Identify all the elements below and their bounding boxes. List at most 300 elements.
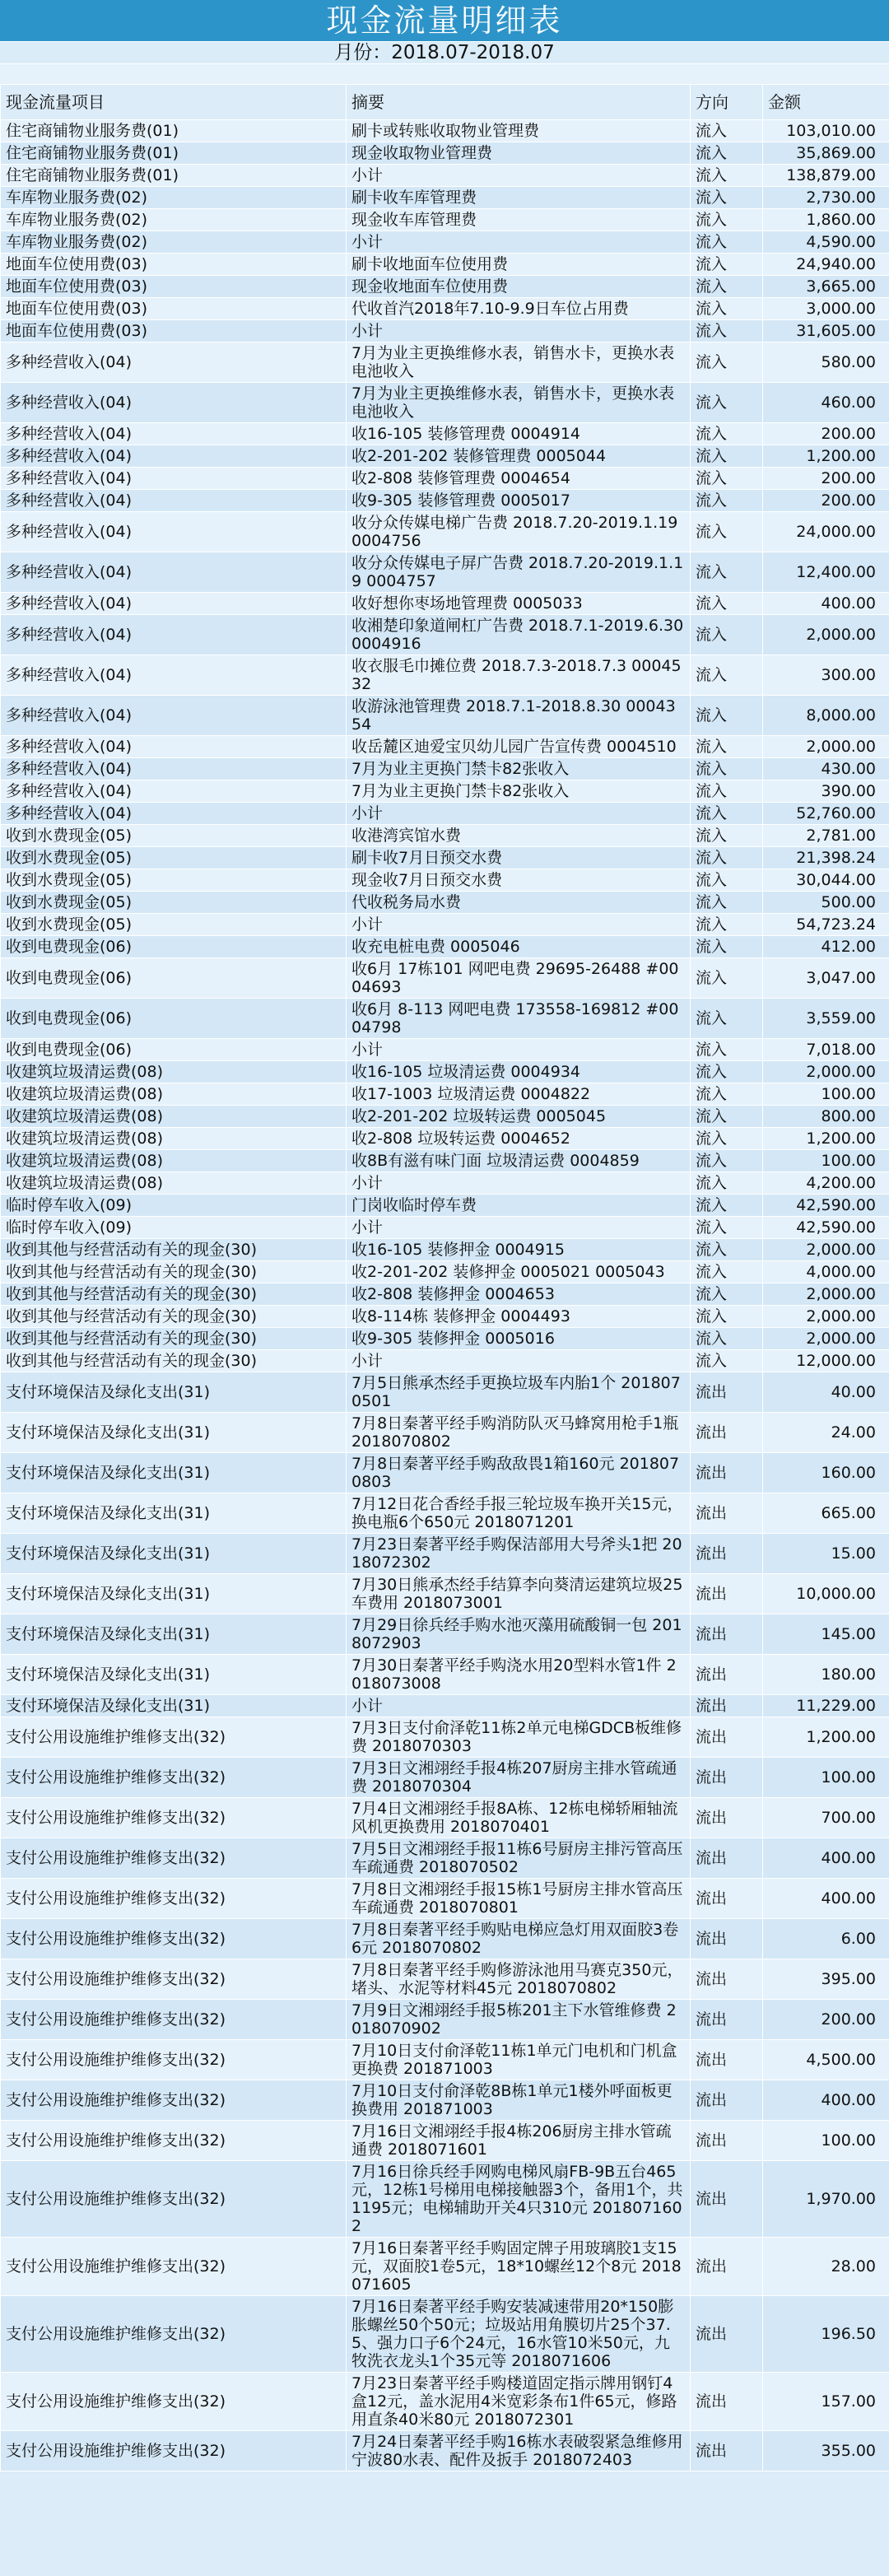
table-row bbox=[1, 914, 889, 936]
cell-direction: 流入 bbox=[691, 187, 763, 209]
table-row bbox=[1, 780, 889, 803]
cell-direction: 流出 bbox=[691, 1959, 763, 2000]
cell-item: 支付公用设施维护维修支出(32) bbox=[1, 2000, 347, 2040]
cell-item: 收到其他与经营活动有关的现金(30) bbox=[1, 1261, 347, 1283]
cell-amount: 200.00 bbox=[763, 2000, 889, 2040]
cell-item: 地面车位使用费(03) bbox=[1, 276, 347, 298]
header-amount: 金额 bbox=[763, 85, 889, 120]
table-row bbox=[1, 1453, 889, 1493]
table-row bbox=[1, 847, 889, 869]
cell-direction: 流入 bbox=[691, 1328, 763, 1350]
cell-direction: 流出 bbox=[691, 1574, 763, 1614]
cell-amount: 24,940.00 bbox=[763, 254, 889, 276]
table-row bbox=[1, 320, 889, 342]
table-row bbox=[1, 142, 889, 165]
cell-direction: 流出 bbox=[691, 1453, 763, 1493]
cell-amount: 42,590.00 bbox=[763, 1195, 889, 1217]
cell-item: 支付环境保洁及绿化支出(31) bbox=[1, 1493, 347, 1534]
table-row bbox=[1, 1655, 889, 1695]
cell-summary: 小计 bbox=[347, 1217, 691, 1239]
cell-item: 地面车位使用费(03) bbox=[1, 254, 347, 276]
cell-direction: 流入 bbox=[691, 1350, 763, 1372]
cell-direction: 流出 bbox=[691, 2373, 763, 2431]
cell-item: 多种经营收入(04) bbox=[1, 552, 347, 593]
cell-amount: 1,970.00 bbox=[763, 2161, 889, 2238]
cell-item: 收到其他与经营活动有关的现金(30) bbox=[1, 1328, 347, 1350]
cell-direction: 流入 bbox=[691, 1239, 763, 1261]
cell-amount: 355.00 bbox=[763, 2431, 889, 2471]
table-row bbox=[1, 1798, 889, 1838]
cell-amount: 400.00 bbox=[763, 1879, 889, 1919]
cell-amount: 2,000.00 bbox=[763, 1061, 889, 1083]
cell-direction: 流入 bbox=[691, 209, 763, 231]
cell-item: 收到水费现金(05) bbox=[1, 914, 347, 936]
cell-item: 收到水费现金(05) bbox=[1, 825, 347, 847]
cell-summary: 收2-808 装修押金 0004653 bbox=[347, 1283, 691, 1306]
cell-amount: 1,200.00 bbox=[763, 1128, 889, 1150]
cell-direction: 流入 bbox=[691, 383, 763, 423]
cell-item: 收建筑垃圾清运费(08) bbox=[1, 1083, 347, 1106]
cell-summary: 7月23日秦著平经手购楼道固定指示牌用钢钉4盒12元，盖水泥用4米宽彩条布1件65元，修路用直条40米80元 2018072301 bbox=[347, 2373, 691, 2431]
table-row bbox=[1, 1534, 889, 1574]
cell-direction: 流出 bbox=[691, 1614, 763, 1655]
cell-item: 支付环境保洁及绿化支出(31) bbox=[1, 1413, 347, 1453]
table-row bbox=[1, 231, 889, 254]
header-item: 现金流量项目 bbox=[1, 85, 347, 120]
cell-direction: 流出 bbox=[691, 2431, 763, 2471]
table-row bbox=[1, 1879, 889, 1919]
cell-amount: 10,000.00 bbox=[763, 1574, 889, 1614]
cell-summary: 7月3日文湘翊经手报4栋207厨房主排水管疏通费 2018070304 bbox=[347, 1758, 691, 1798]
cell-direction: 流入 bbox=[691, 1195, 763, 1217]
cell-item: 收到其他与经营活动有关的现金(30) bbox=[1, 1239, 347, 1261]
cell-amount: 1,860.00 bbox=[763, 209, 889, 231]
table-row bbox=[1, 2040, 889, 2080]
cell-summary: 小计 bbox=[347, 231, 691, 254]
cell-amount: 300.00 bbox=[763, 655, 889, 696]
cell-item: 车库物业服务费(02) bbox=[1, 231, 347, 254]
table-row bbox=[1, 1128, 889, 1150]
cell-amount: 2,000.00 bbox=[763, 736, 889, 758]
cell-summary: 收衣服毛巾摊位费 2018.7.3-2018.7.3 0004532 bbox=[347, 655, 691, 696]
table-row bbox=[1, 490, 889, 512]
cell-item: 车库物业服务费(02) bbox=[1, 187, 347, 209]
cell-amount: 52,760.00 bbox=[763, 803, 889, 825]
cell-item: 多种经营收入(04) bbox=[1, 593, 347, 615]
cell-direction: 流入 bbox=[691, 655, 763, 696]
cell-summary: 7月8日文湘翊经手报15栋1号厨房主排水管高压车疏通费 2018070801 bbox=[347, 1879, 691, 1919]
table-row bbox=[1, 342, 889, 383]
cell-item: 支付环境保洁及绿化支出(31) bbox=[1, 1453, 347, 1493]
table-row bbox=[1, 423, 889, 445]
cell-direction: 流出 bbox=[691, 1919, 763, 1959]
cell-item: 收到电费现金(06) bbox=[1, 958, 347, 999]
cell-summary: 收2-201-202 垃圾转运费 0005045 bbox=[347, 1106, 691, 1128]
cell-summary: 门岗收临时停车费 bbox=[347, 1195, 691, 1217]
table-row bbox=[1, 615, 889, 655]
table-row bbox=[1, 1838, 889, 1879]
cell-direction: 流入 bbox=[691, 780, 763, 803]
cash-flow-table bbox=[0, 84, 889, 2471]
cell-amount: 4,590.00 bbox=[763, 231, 889, 254]
cell-item: 支付环境保洁及绿化支出(31) bbox=[1, 1372, 347, 1413]
table-row bbox=[1, 1493, 889, 1534]
cell-summary: 7月3日支付俞泽乾11栋2单元电梯GDCB板维修费 2018070303 bbox=[347, 1717, 691, 1758]
cell-direction: 流出 bbox=[691, 2161, 763, 2238]
cell-direction: 流出 bbox=[691, 1534, 763, 1574]
cell-summary: 7月30日秦著平经手购浇水用20型料水管1件 2018073008 bbox=[347, 1655, 691, 1695]
cell-summary: 小计 bbox=[347, 1350, 691, 1372]
cell-summary: 收2-201-202 装修押金 0005021 0005043 bbox=[347, 1261, 691, 1283]
cell-item: 多种经营收入(04) bbox=[1, 655, 347, 696]
cell-direction: 流入 bbox=[691, 1172, 763, 1195]
cell-amount: 54,723.24 bbox=[763, 914, 889, 936]
cell-direction: 流入 bbox=[691, 936, 763, 958]
cell-item: 支付环境保洁及绿化支出(31) bbox=[1, 1655, 347, 1695]
cell-amount: 430.00 bbox=[763, 758, 889, 780]
cell-amount: 200.00 bbox=[763, 490, 889, 512]
cell-summary: 收游泳池管理费 2018.7.1-2018.8.30 0004354 bbox=[347, 696, 691, 736]
table-row bbox=[1, 1758, 889, 1798]
cell-direction: 流出 bbox=[691, 2238, 763, 2296]
cell-direction: 流入 bbox=[691, 445, 763, 468]
cell-amount: 200.00 bbox=[763, 423, 889, 445]
cell-amount: 100.00 bbox=[763, 1150, 889, 1172]
table-row bbox=[1, 2373, 889, 2431]
cell-summary: 收16-105 装修管理费 0004914 bbox=[347, 423, 691, 445]
cell-summary: 7月16日秦著平经手购安装减速带用20*150膨胀螺丝50个50元；垃圾站用角膜切片25个37.5、强力口子6个24元，16水管10米50元，九牧洗衣龙头1个35元等 2018071606 bbox=[347, 2296, 691, 2373]
cell-item: 收建筑垃圾清运费(08) bbox=[1, 1061, 347, 1083]
cell-summary: 小计 bbox=[347, 803, 691, 825]
cell-item: 支付公用设施维护维修支出(32) bbox=[1, 2431, 347, 2471]
table-row bbox=[1, 958, 889, 999]
table-row bbox=[1, 1106, 889, 1128]
cell-direction: 流入 bbox=[691, 1283, 763, 1306]
cell-amount: 12,000.00 bbox=[763, 1350, 889, 1372]
table-row bbox=[1, 892, 889, 914]
cell-summary: 收湘楚印象道闸杠广告费 2018.7.1-2019.6.30 0004916 bbox=[347, 615, 691, 655]
cell-summary: 收9-305 装修管理费 0005017 bbox=[347, 490, 691, 512]
cell-direction: 流出 bbox=[691, 1717, 763, 1758]
cell-amount: 30,044.00 bbox=[763, 869, 889, 892]
cell-amount: 1,200.00 bbox=[763, 445, 889, 468]
cell-summary: 收16-105 装修押金 0004915 bbox=[347, 1239, 691, 1261]
table-row bbox=[1, 552, 889, 593]
cell-summary: 收好想你枣场地管理费 0005033 bbox=[347, 593, 691, 615]
cell-item: 住宅商铺物业服务费(01) bbox=[1, 142, 347, 165]
cell-item: 支付环境保洁及绿化支出(31) bbox=[1, 1574, 347, 1614]
cell-direction: 流入 bbox=[691, 1128, 763, 1150]
table-row bbox=[1, 999, 889, 1039]
cell-direction: 流出 bbox=[691, 2080, 763, 2121]
cell-item: 支付公用设施维护维修支出(32) bbox=[1, 2121, 347, 2161]
cell-summary: 收2-808 垃圾转运费 0004652 bbox=[347, 1128, 691, 1150]
cell-direction: 流出 bbox=[691, 2040, 763, 2080]
cell-direction: 流入 bbox=[691, 914, 763, 936]
table-row bbox=[1, 936, 889, 958]
table-row bbox=[1, 1039, 889, 1061]
cell-amount: 40.00 bbox=[763, 1372, 889, 1413]
cell-amount: 180.00 bbox=[763, 1655, 889, 1695]
cell-direction: 流入 bbox=[691, 552, 763, 593]
cell-direction: 流入 bbox=[691, 423, 763, 445]
cell-direction: 流入 bbox=[691, 958, 763, 999]
cell-amount: 400.00 bbox=[763, 593, 889, 615]
cell-direction: 流出 bbox=[691, 1493, 763, 1534]
cell-direction: 流入 bbox=[691, 999, 763, 1039]
table-row bbox=[1, 276, 889, 298]
cell-item: 收建筑垃圾清运费(08) bbox=[1, 1128, 347, 1150]
cell-item: 多种经营收入(04) bbox=[1, 758, 347, 780]
cell-amount: 100.00 bbox=[763, 2121, 889, 2161]
cell-summary: 收分众传媒电子屏广告费 2018.7.20-2019.1.19 0004757 bbox=[347, 552, 691, 593]
cell-amount: 24,000.00 bbox=[763, 512, 889, 552]
cell-summary: 小计 bbox=[347, 914, 691, 936]
table-row bbox=[1, 1217, 889, 1239]
cell-item: 收到电费现金(06) bbox=[1, 936, 347, 958]
cell-item: 收到水费现金(05) bbox=[1, 892, 347, 914]
header-direction: 方向 bbox=[691, 85, 763, 120]
cell-item: 收建筑垃圾清运费(08) bbox=[1, 1106, 347, 1128]
cell-summary: 7月16日文湘翊经手报4栋206厨房主排水管疏通费 2018071601 bbox=[347, 2121, 691, 2161]
cell-item: 收到水费现金(05) bbox=[1, 869, 347, 892]
cell-summary: 现金收车库管理费 bbox=[347, 209, 691, 231]
cell-summary: 7月10日支付俞泽乾11栋1单元门电机和门机盒更换费 201871003 bbox=[347, 2040, 691, 2080]
cell-amount: 42,590.00 bbox=[763, 1217, 889, 1239]
cell-summary: 7月为业主更换门禁卡82张收入 bbox=[347, 758, 691, 780]
cell-summary: 刷卡收车库管理费 bbox=[347, 187, 691, 209]
cell-item: 收到其他与经营活动有关的现金(30) bbox=[1, 1350, 347, 1372]
table-row bbox=[1, 758, 889, 780]
cell-summary: 收17-1003 垃圾清运费 0004822 bbox=[347, 1083, 691, 1106]
cell-summary: 收2-808 装修管理费 0004654 bbox=[347, 468, 691, 490]
cell-item: 住宅商铺物业服务费(01) bbox=[1, 120, 347, 142]
cell-summary: 刷卡或转账收取物业管理费 bbox=[347, 120, 691, 142]
cell-summary: 小计 bbox=[347, 165, 691, 187]
table-row bbox=[1, 2000, 889, 2040]
cell-item: 收到其他与经营活动有关的现金(30) bbox=[1, 1283, 347, 1306]
cell-summary: 收2-201-202 装修管理费 0005044 bbox=[347, 445, 691, 468]
cell-summary: 刷卡收7月日预交水费 bbox=[347, 847, 691, 869]
cell-amount: 4,500.00 bbox=[763, 2040, 889, 2080]
cell-item: 收建筑垃圾清运费(08) bbox=[1, 1150, 347, 1172]
cell-amount: 103,010.00 bbox=[763, 120, 889, 142]
table-row bbox=[1, 825, 889, 847]
cell-direction: 流入 bbox=[691, 1306, 763, 1328]
cell-direction: 流出 bbox=[691, 1655, 763, 1695]
cell-amount: 24.00 bbox=[763, 1413, 889, 1453]
cell-item: 收到其他与经营活动有关的现金(30) bbox=[1, 1306, 347, 1328]
cell-direction: 流出 bbox=[691, 1413, 763, 1453]
cell-summary: 7月为业主更换维修水表，销售水卡，更换水表电池收入 bbox=[347, 342, 691, 383]
cell-summary: 收8B有滋有味门面 垃圾清运费 0004859 bbox=[347, 1150, 691, 1172]
cell-amount: 390.00 bbox=[763, 780, 889, 803]
table-row bbox=[1, 512, 889, 552]
cell-direction: 流出 bbox=[691, 1372, 763, 1413]
cell-direction: 流入 bbox=[691, 254, 763, 276]
cell-item: 多种经营收入(04) bbox=[1, 490, 347, 512]
table-row bbox=[1, 1350, 889, 1372]
cell-item: 支付公用设施维护维修支出(32) bbox=[1, 1838, 347, 1879]
cell-item: 收到电费现金(06) bbox=[1, 999, 347, 1039]
cell-amount: 6.00 bbox=[763, 1919, 889, 1959]
cell-item: 临时停车收入(09) bbox=[1, 1195, 347, 1217]
cell-item: 支付公用设施维护维修支出(32) bbox=[1, 2296, 347, 2373]
cell-item: 支付公用设施维护维修支出(32) bbox=[1, 1798, 347, 1838]
blank-row bbox=[0, 63, 889, 84]
cell-item: 住宅商铺物业服务费(01) bbox=[1, 165, 347, 187]
cell-item: 支付公用设施维护维修支出(32) bbox=[1, 1959, 347, 2000]
cell-item: 支付公用设施维护维修支出(32) bbox=[1, 1758, 347, 1798]
cell-summary: 现金收7月日预交水费 bbox=[347, 869, 691, 892]
cell-direction: 流入 bbox=[691, 342, 763, 383]
header-summary: 摘要 bbox=[347, 85, 691, 120]
cell-amount: 2,730.00 bbox=[763, 187, 889, 209]
cell-summary: 7月5日文湘翊经手报11栋6号厨房主排污管高压车疏通费 2018070502 bbox=[347, 1838, 691, 1879]
cell-direction: 流入 bbox=[691, 758, 763, 780]
cell-item: 多种经营收入(04) bbox=[1, 615, 347, 655]
cell-item: 支付公用设施维护维修支出(32) bbox=[1, 2080, 347, 2121]
cell-item: 支付公用设施维护维修支出(32) bbox=[1, 1919, 347, 1959]
cell-direction: 流出 bbox=[691, 1695, 763, 1717]
cell-item: 多种经营收入(04) bbox=[1, 696, 347, 736]
table-row bbox=[1, 1261, 889, 1283]
cell-item: 多种经营收入(04) bbox=[1, 445, 347, 468]
cell-summary: 收16-105 垃圾清运费 0004934 bbox=[347, 1061, 691, 1083]
cell-amount: 138,879.00 bbox=[763, 165, 889, 187]
cell-direction: 流出 bbox=[691, 1838, 763, 1879]
table-row bbox=[1, 187, 889, 209]
cell-item: 多种经营收入(04) bbox=[1, 342, 347, 383]
cell-item: 支付环境保洁及绿化支出(31) bbox=[1, 1534, 347, 1574]
table-row bbox=[1, 2080, 889, 2121]
cell-amount: 3,665.00 bbox=[763, 276, 889, 298]
cell-item: 支付环境保洁及绿化支出(31) bbox=[1, 1614, 347, 1655]
cell-direction: 流入 bbox=[691, 892, 763, 914]
cell-amount: 200.00 bbox=[763, 468, 889, 490]
cell-amount: 700.00 bbox=[763, 1798, 889, 1838]
cell-direction: 流出 bbox=[691, 2000, 763, 2040]
cell-direction: 流入 bbox=[691, 803, 763, 825]
table-row bbox=[1, 1195, 889, 1217]
table-row bbox=[1, 1306, 889, 1328]
cell-amount: 2,000.00 bbox=[763, 1328, 889, 1350]
cell-item: 多种经营收入(04) bbox=[1, 512, 347, 552]
cell-direction: 流出 bbox=[691, 1879, 763, 1919]
cell-direction: 流入 bbox=[691, 231, 763, 254]
table-row bbox=[1, 1061, 889, 1083]
cell-direction: 流入 bbox=[691, 615, 763, 655]
cell-summary: 7月24日秦著平经手购16栋水表破裂紧急维修用宁波80水表、配件及扳手 2018072403 bbox=[347, 2431, 691, 2471]
cell-item: 支付公用设施维护维修支出(32) bbox=[1, 1717, 347, 1758]
cell-amount: 196.50 bbox=[763, 2296, 889, 2373]
cell-amount: 28.00 bbox=[763, 2238, 889, 2296]
cell-summary: 7月8日秦著平经手购贴电梯应急灯用双面胶3卷6元 2018070802 bbox=[347, 1919, 691, 1959]
cell-amount: 1,200.00 bbox=[763, 1717, 889, 1758]
cell-amount: 15.00 bbox=[763, 1534, 889, 1574]
cell-item: 地面车位使用费(03) bbox=[1, 320, 347, 342]
cell-amount: 580.00 bbox=[763, 342, 889, 383]
cell-direction: 流入 bbox=[691, 1083, 763, 1106]
table-row bbox=[1, 1328, 889, 1350]
table-row bbox=[1, 655, 889, 696]
cell-amount: 100.00 bbox=[763, 1083, 889, 1106]
cell-summary: 收岳麓区迪爱宝贝幼儿园广告宣传费 0004510 bbox=[347, 736, 691, 758]
table-row bbox=[1, 298, 889, 320]
cell-item: 支付公用设施维护维修支出(32) bbox=[1, 2161, 347, 2238]
cell-direction: 流出 bbox=[691, 1758, 763, 1798]
table-row bbox=[1, 1614, 889, 1655]
table-row bbox=[1, 1083, 889, 1106]
table-row bbox=[1, 165, 889, 187]
cell-item: 支付公用设施维护维修支出(32) bbox=[1, 2373, 347, 2431]
cell-summary: 刷卡收地面车位使用费 bbox=[347, 254, 691, 276]
table-row bbox=[1, 209, 889, 231]
cell-direction: 流入 bbox=[691, 1061, 763, 1083]
cell-item: 支付公用设施维护维修支出(32) bbox=[1, 1879, 347, 1919]
cell-item: 多种经营收入(04) bbox=[1, 468, 347, 490]
cell-item: 支付公用设施维护维修支出(32) bbox=[1, 2238, 347, 2296]
cell-direction: 流出 bbox=[691, 1798, 763, 1838]
cell-summary: 收6月 17栋101 网吧电费 29695-26488 #0004693 bbox=[347, 958, 691, 999]
table-row bbox=[1, 1172, 889, 1195]
cell-amount: 145.00 bbox=[763, 1614, 889, 1655]
cell-summary: 7月8日秦著平经手购修游泳池用马赛克350元，堵头、水泥等材料45元 2018070802 bbox=[347, 1959, 691, 2000]
table-row bbox=[1, 1695, 889, 1717]
cell-direction: 流入 bbox=[691, 847, 763, 869]
cell-direction: 流入 bbox=[691, 490, 763, 512]
cell-direction: 流入 bbox=[691, 512, 763, 552]
cell-amount: 21,398.24 bbox=[763, 847, 889, 869]
cell-direction: 流入 bbox=[691, 1106, 763, 1128]
cell-summary: 7月8日秦著平经手购敌敌畏1箱160元 2018070803 bbox=[347, 1453, 691, 1493]
cell-item: 多种经营收入(04) bbox=[1, 383, 347, 423]
cell-direction: 流入 bbox=[691, 696, 763, 736]
table-row bbox=[1, 468, 889, 490]
cell-summary: 7月30日熊承杰经手结算李向葵清运建筑垃圾25车费用 2018073001 bbox=[347, 1574, 691, 1614]
cell-direction: 流入 bbox=[691, 120, 763, 142]
cell-summary: 现金收取物业管理费 bbox=[347, 142, 691, 165]
cell-summary: 7月9日文湘翊经手报5栋201主下水管维修费 2018070902 bbox=[347, 2000, 691, 2040]
cell-direction: 流入 bbox=[691, 869, 763, 892]
cell-summary: 7月10日支付俞泽乾8B栋1单元1楼外呼面板更换费用 201871003 bbox=[347, 2080, 691, 2121]
table-row bbox=[1, 2161, 889, 2238]
cell-amount: 157.00 bbox=[763, 2373, 889, 2431]
cell-direction: 流入 bbox=[691, 468, 763, 490]
cell-amount: 500.00 bbox=[763, 892, 889, 914]
cell-summary: 7月16日秦著平经手购固定牌子用玻璃胶1支15元，双面胶1卷5元，18*10螺丝12个8元 2018071605 bbox=[347, 2238, 691, 2296]
cell-summary: 小计 bbox=[347, 1172, 691, 1195]
cell-item: 支付公用设施维护维修支出(32) bbox=[1, 2040, 347, 2080]
cell-summary: 小计 bbox=[347, 1695, 691, 1717]
table-row bbox=[1, 2121, 889, 2161]
cell-item: 临时停车收入(09) bbox=[1, 1217, 347, 1239]
table-row bbox=[1, 1959, 889, 2000]
cell-item: 多种经营收入(04) bbox=[1, 423, 347, 445]
cell-summary: 收港湾宾馆水费 bbox=[347, 825, 691, 847]
cell-direction: 流入 bbox=[691, 736, 763, 758]
cell-summary: 7月为业主更换门禁卡82张收入 bbox=[347, 780, 691, 803]
table-row bbox=[1, 2296, 889, 2373]
cell-amount: 4,200.00 bbox=[763, 1172, 889, 1195]
cell-summary: 7月5日熊承杰经手更换垃圾车内胎1个 2018070501 bbox=[347, 1372, 691, 1413]
table-row bbox=[1, 2238, 889, 2296]
table-row bbox=[1, 1372, 889, 1413]
cell-summary: 代收税务局水费 bbox=[347, 892, 691, 914]
table-row bbox=[1, 1413, 889, 1453]
cell-direction: 流入 bbox=[691, 1039, 763, 1061]
cell-summary: 7月16日徐兵经手网购电梯风扇FB-9B五台465元，12栋1号梯用电梯接触器3个，备用1个，共1195元；电梯辅助开关4只310元 2018071602 bbox=[347, 2161, 691, 2238]
